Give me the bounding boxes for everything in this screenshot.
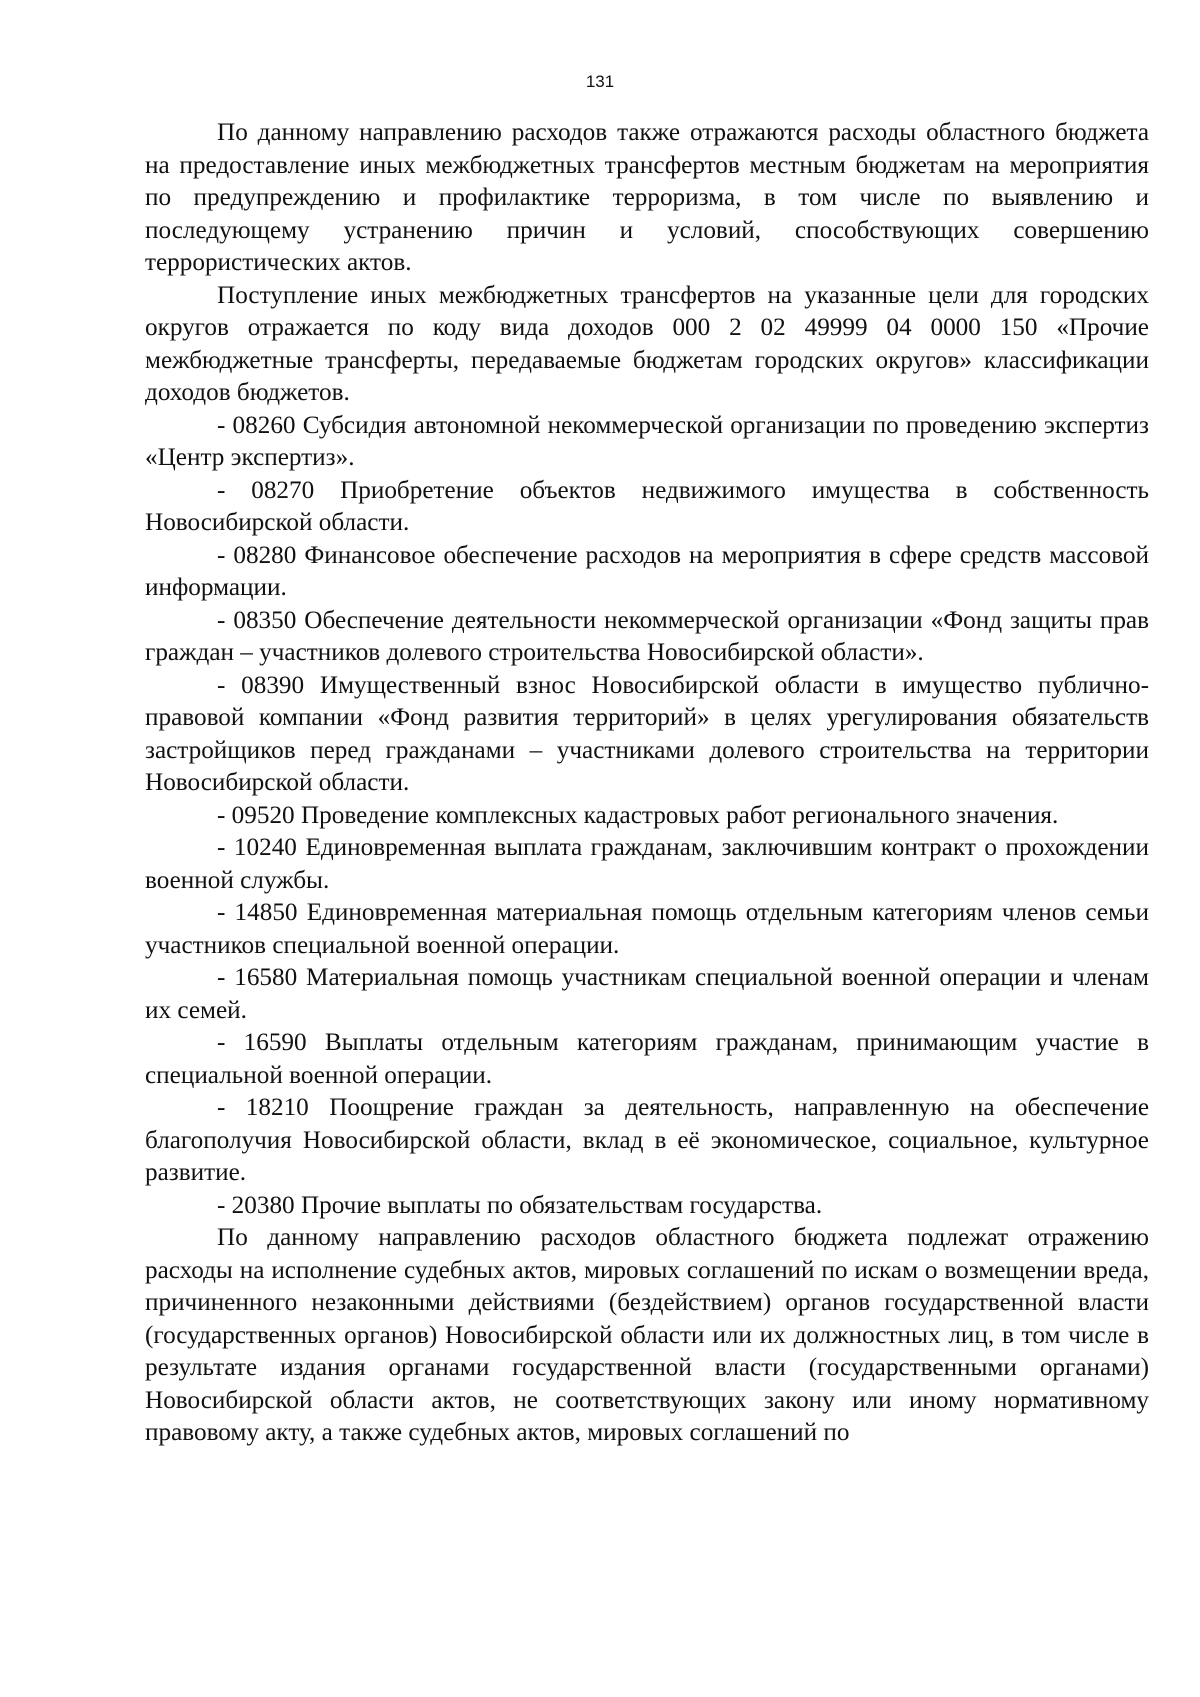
document-body <box>145 117 1149 1450</box>
list-item: - 14850 Единовременная материальная помощь отдельным категориям членов семьи участников специальной военной операции. <box>145 899 1149 959</box>
list-item: - 09520 Проведение комплексных кадастровых работ регионального значения. <box>217 801 1059 829</box>
paragraph: Поступление иных межбюджетных трансфертов на указанные цели для городских округов отражается по коду вида доходов 000 2 02 49999 04 0000 150 «Прочие межбюджетные трансферты, передаваемые бюджетам городских округов» классификации доходов бюджетов. <box>145 281 1149 406</box>
list-item: - 16590 Выплаты отдельным категориям гражданам, принимающим участие в специальной военной операции. <box>145 1029 1149 1089</box>
list-item: - 16580 Материальная помощь участникам специальной военной операции и членам их семей. <box>145 964 1149 1024</box>
list-item: - 08280 Финансовое обеспечение расходов на мероприятия в сфере средств массовой информации. <box>145 541 1149 601</box>
list-item: - 08260 Субсидия автономной некоммерческой организации по проведению экспертиз «Центр экспертиз». <box>145 411 1149 471</box>
list-item: - 08350 Обеспечение деятельности некоммерческой организации «Фонд защиты прав граждан – участников долевого строительства Новосибирской области». <box>145 606 1149 666</box>
page-number: 131 <box>585 72 615 91</box>
paragraph: По данному направлению расходов также отражаются расходы областного бюджета на предоставление иных межбюджетных трансфертов местным бюджетам на мероприятия по предупреждению и профилактике терроризма, в том числе по выявлению и последующему устранению причин и условий, способствующих совершению террористических актов. <box>145 119 1149 276</box>
list-item: - 20380 Прочие выплаты по обязательствам государства. <box>217 1191 823 1219</box>
list-item: - 10240 Единовременная выплата гражданам, заключившим контракт о прохождении военной службы. <box>145 834 1149 894</box>
list-item: - 08390 Имущественный взнос Новосибирской области в имущество публично-правовой компании «Фонд развития территорий» в целях урегулирования обязательств застройщиков перед гражданами – участниками долевого строительства на территории Новосибирской области. <box>145 671 1149 796</box>
paragraph: По данному направлению расходов областного бюджета подлежат отражению расходы на исполнение судебных актов, мировых соглашений по искам о возмещении вреда, причиненного незаконными действиями (бездействием) органов государственной власти (государственных органов) Новосибирской области или их должностных лиц, в том числе в результате издания органами государственной власти (государственными органами) Новосибирской области актов, не соответствующих закону или иному нормативному правовому акту, а также судебных актов, мировых соглашений по <box>145 1224 1149 1446</box>
list-item: - 18210 Поощрение граждан за деятельность, направленную на обеспечение благополучия Новосибирской области, вклад в её экономическое, социальное, культурное развитие. <box>145 1094 1149 1186</box>
list-item: - 08270 Приобретение объектов недвижимого имущества в собственность Новосибирской области. <box>145 476 1149 536</box>
